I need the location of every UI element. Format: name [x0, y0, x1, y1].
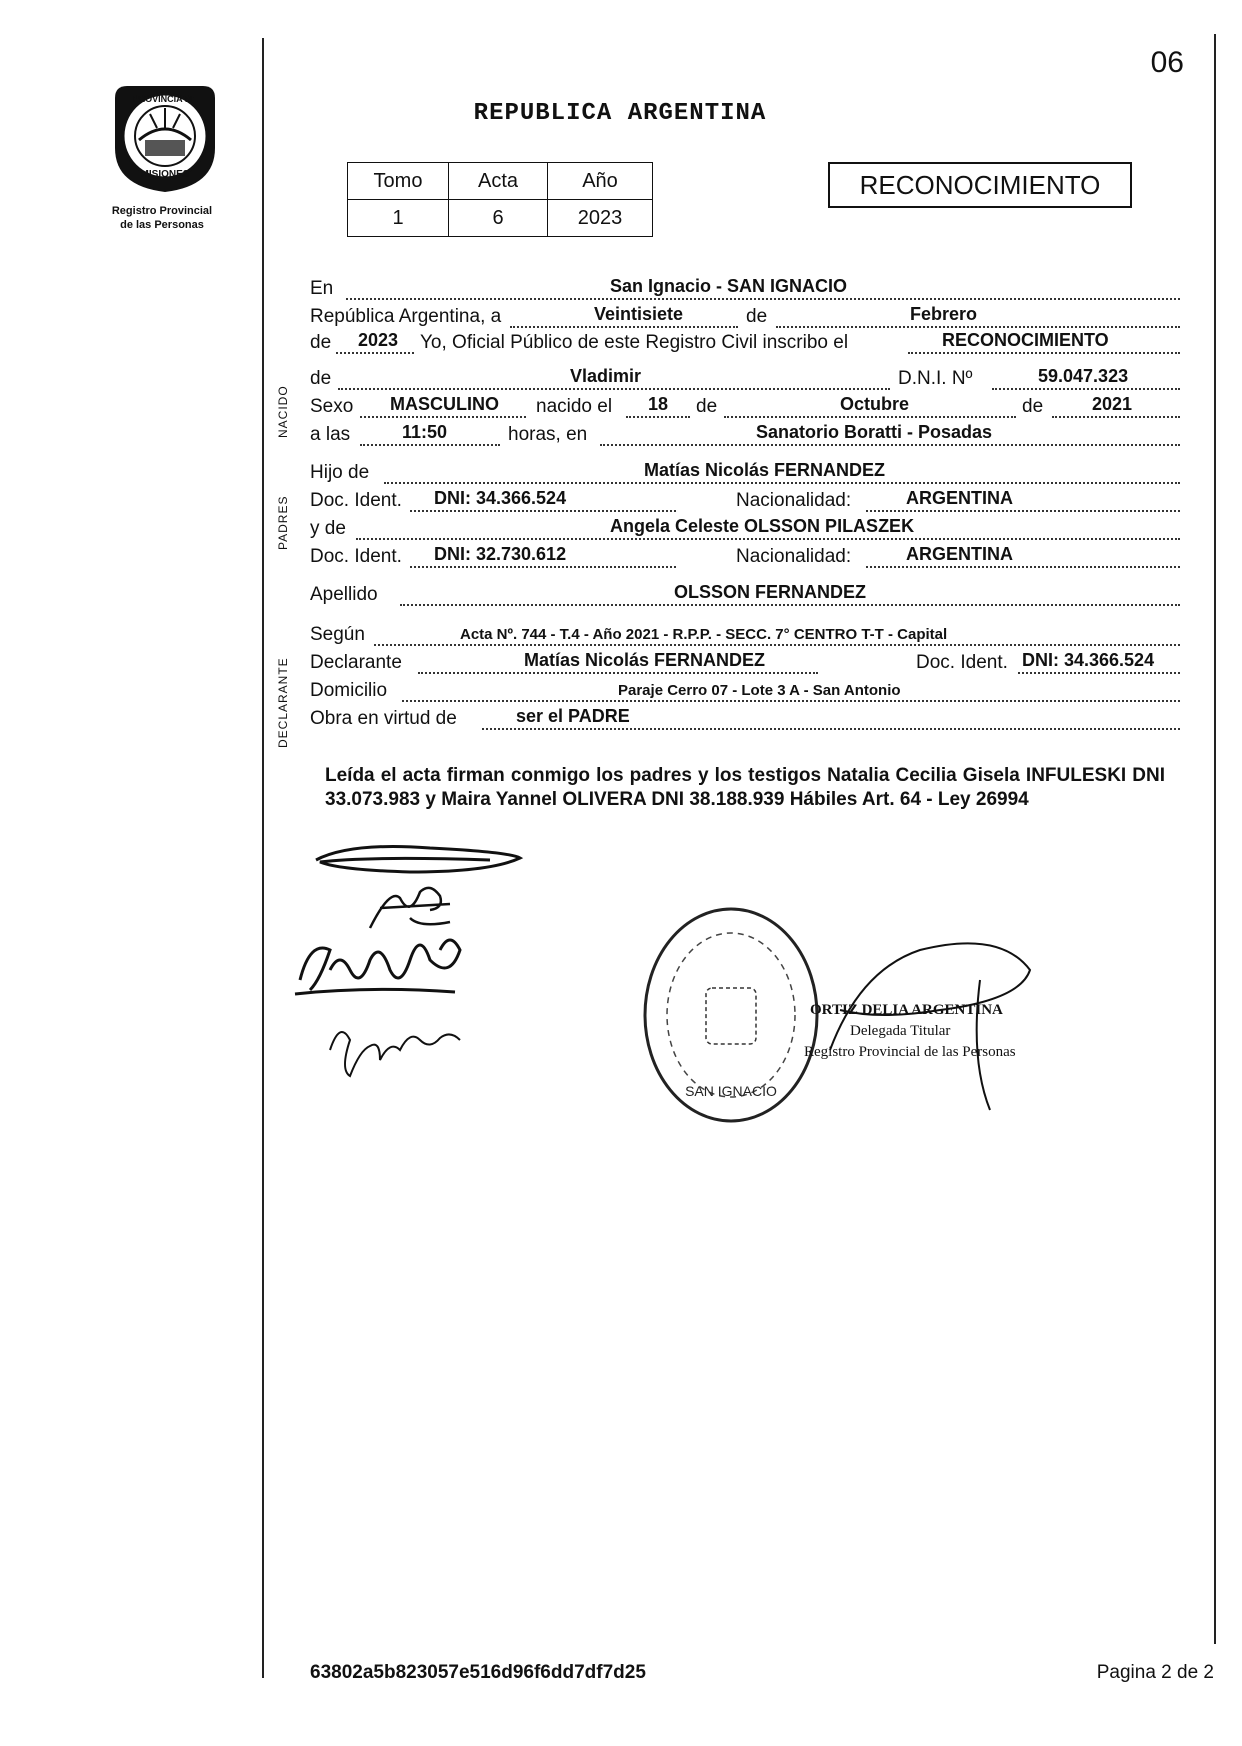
page-indicator: Pagina 2 de 2: [1096, 1662, 1214, 1683]
svg-text:SAN IGNACIO: SAN IGNACIO: [685, 1083, 777, 1099]
row-name: de Vladimir D.N.I. Nº 59.047.323: [310, 362, 1180, 392]
row-segun: Según Acta Nº. 744 - T.4 - Año 2021 - R.P.P. - SECC. 7° CENTRO T-T - Capital: [310, 618, 1180, 648]
page-number: 06: [1150, 46, 1184, 79]
declarant-name-value: Matías Nicolás FERNANDEZ: [524, 650, 766, 670]
left-margin-line: [262, 38, 264, 1678]
anio-value: 2023: [548, 200, 653, 237]
mother-name-value: Angela Celeste OLSSON PILASZEK: [610, 516, 915, 536]
row-place: En San Ignacio - SAN IGNACIO: [310, 272, 1180, 302]
svg-text:MISIONES: MISIONES: [140, 169, 190, 180]
row-father-doc: Doc. Ident. DNI: 34.366.524 Nacionalidad: ARGENTINA: [310, 484, 1180, 514]
address-value: Paraje Cerro 07 - Lote 3 A - San Antonio: [618, 682, 901, 699]
mother-doc-value: DNI: 32.730.612: [434, 544, 567, 564]
sex-value: MASCULINO: [390, 394, 499, 414]
row-surname: Apellido OLSSON FERNANDEZ: [310, 578, 1180, 608]
acta-header: Acta: [449, 163, 548, 200]
mother-nationality-value: ARGENTINA: [906, 544, 1013, 564]
child-name-value: Vladimir: [570, 366, 642, 386]
document-type-box: RECONOCIMIENTO: [828, 162, 1132, 208]
birth-time-value: 11:50: [402, 422, 448, 442]
side-label-padres: PADRES: [276, 495, 290, 550]
anio-header: Año: [548, 163, 653, 200]
registry-table: [347, 162, 653, 237]
row-mother-doc: Doc. Ident. DNI: 32.730.612 Nacionalidad: ARGENTINA: [310, 540, 1180, 570]
document-hash: 63802a5b823057e516d96f6dd7df7d25: [310, 1662, 646, 1683]
row-by-virtue: Obra en virtud de ser el PADRE: [310, 702, 1180, 732]
row-year: de 2023 Yo, Oficial Público de este Registro Civil inscribo el RECONOCIMIENTO: [310, 326, 1180, 356]
signature-witness: [320, 1010, 470, 1080]
signature-officer: [310, 838, 530, 882]
birth-place-value: Sanatorio Boratti - Posadas: [756, 422, 993, 442]
row-father: Hijo de Matías Nicolás FERNANDEZ: [310, 456, 1180, 486]
row-declarant: Declarante Matías Nicolás FERNANDEZ Doc. Ident. DNI: 34.366.524: [310, 646, 1180, 676]
birth-year-value: 2021: [1092, 394, 1133, 414]
side-label-nacido: NACIDO: [276, 385, 290, 438]
svg-text:PROVINCIA DE: PROVINCIA DE: [132, 94, 198, 104]
signature-parent-2: [290, 920, 470, 1000]
by-virtue-value: ser el PADRE: [516, 706, 630, 726]
father-nationality-value: ARGENTINA: [906, 488, 1013, 508]
row-sex-birth: Sexo MASCULINO nacido el 18 de Octubre de 2021: [310, 390, 1180, 420]
country-heading: REPUBLICA ARGENTINA: [473, 100, 767, 127]
birth-month-value: Octubre: [840, 394, 910, 414]
row-date: República Argentina, a Veintisiete de Febrero: [310, 300, 1180, 330]
day-value: Veintisiete: [594, 304, 684, 324]
birth-day-value: 18: [648, 394, 669, 414]
place-value: San Ignacio - SAN IGNACIO: [610, 276, 848, 296]
right-margin-line: [1214, 34, 1216, 1644]
tomo-value: 1: [348, 200, 449, 237]
surname-value: OLSSON FERNANDEZ: [674, 582, 867, 602]
tomo-header: Tomo: [348, 163, 449, 200]
official-stamp: [636, 900, 826, 1130]
declarant-doc-value: DNI: 34.366.524: [1022, 650, 1155, 670]
father-doc-value: DNI: 34.366.524: [434, 488, 567, 508]
row-mother: y de Angela Celeste OLSSON PILASZEK: [310, 512, 1180, 542]
stamp-text: ORTIZ DELIA ARGENTINA Delegada Titular Registro Provincial de las Personas: [804, 1002, 1016, 1060]
closing-statement: Leída el acta firman conmigo los padres y los testigos Natalia Cecilia Gisela INFULESKI DNI 33.073.983 y Maira Yannel OLIVERA DNI 38.188.939 Hábiles Art. 64 - Ley 26994: [325, 765, 1165, 810]
side-label-declarante: DECLARANTE: [276, 657, 290, 748]
month-value: Febrero: [910, 304, 978, 324]
segun-value: Acta Nº. 744 - T.4 - Año 2021 - R.P.P. - SECC. 7° CENTRO T-T - Capital: [460, 626, 948, 643]
acta-value: 6: [449, 200, 548, 237]
inscribo-value: RECONOCIMIENTO: [942, 330, 1109, 350]
year-value: 2023: [358, 330, 399, 350]
child-dni-value: 59.047.323: [1038, 366, 1129, 386]
logo-caption: Registro Provincial de las Personas: [111, 205, 213, 231]
row-time-place: a las 11:50 horas, en Sanatorio Boratti - Posadas: [310, 418, 1180, 448]
row-address: Domicilio Paraje Cerro 07 - Lote 3 A - San Antonio: [310, 674, 1180, 704]
provincial-seal-icon: [105, 78, 225, 196]
father-name-value: Matías Nicolás FERNANDEZ: [644, 460, 886, 480]
